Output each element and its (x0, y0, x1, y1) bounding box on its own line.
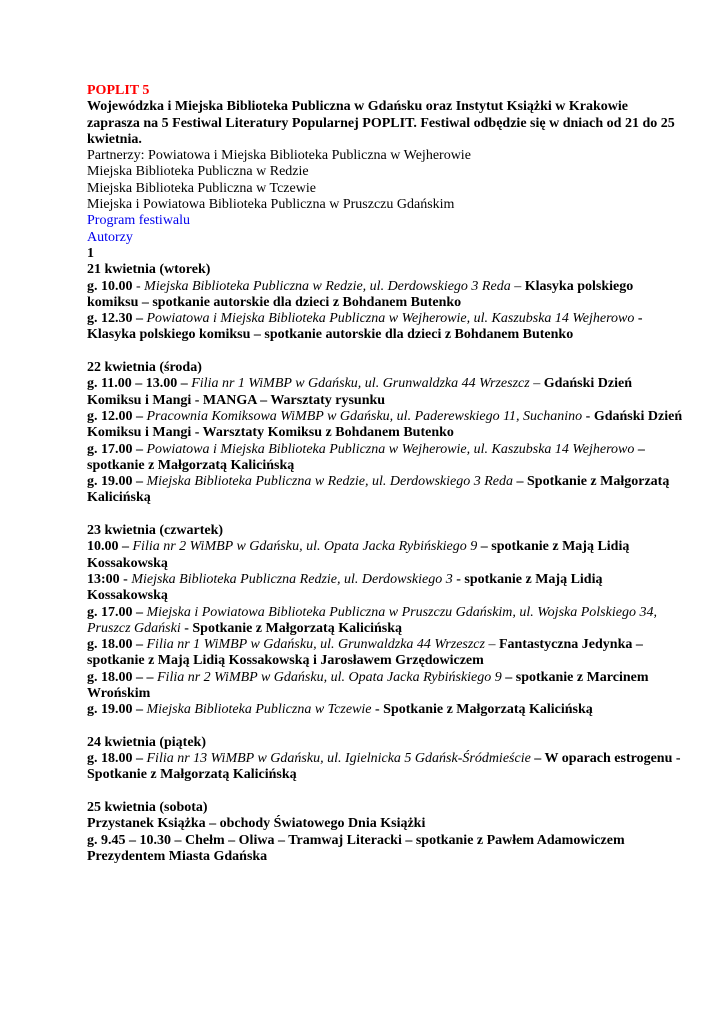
event-place: Filia nr 1 WiMBP w Gdańsku, ul. Grunwaldzka 44 Wrzeszcz – (187, 376, 541, 392)
event-place: Powiatowa i Miejska Biblioteka Publiczna w Wejherowie, ul. Kaszubska 14 Wejherowo (143, 441, 635, 457)
event-separator: – (510, 278, 525, 294)
event-entry (87, 539, 684, 572)
event-place: Filia nr 2 WiMBP w Gdańsku, ul. Opata Jacka Rybińskiego 9 (153, 669, 502, 685)
event-place: Miejska Biblioteka Publiczna w Redzie, ul. Derdowskiego 3 Reda (143, 474, 514, 490)
day-heading: 23 kwietnia (czwartek) (87, 523, 224, 539)
event-time: g. 18.00 – (87, 751, 143, 767)
event-title: Gdański Dzień Komiksu i Mangi - MANGA – Warsztaty rysunku (87, 376, 633, 408)
event-time: g. 11.00 – 13.00 – (87, 376, 188, 392)
event-time: g. 12.30 – (87, 311, 143, 327)
partners-line: Partnerzy: Powiatowa i Miejska Biblioteka Publiczna w Wejherowie (87, 148, 471, 164)
event-time: g. 19.00 – (87, 702, 143, 718)
event-time: g. 19.00 – (87, 474, 143, 490)
event-time: g. 18.00 – (87, 637, 143, 653)
event-place: Filia nr 1 WiMBP w Gdańsku, ul. Grunwaldzka 44 Wrzeszcz – (143, 637, 496, 653)
event-time: g. 18.00 – – (87, 669, 154, 685)
event-entry: Przystanek Książka – obchody Światowego Dnia Książki (87, 816, 426, 832)
event-title: - Spotkanie z Małgorzatą Kalicińską (371, 702, 593, 718)
event-time: g. 10.00 (87, 278, 133, 294)
event-entry (87, 637, 684, 670)
event-title: – Spotkanie z Małgorzatą Kalicińską (87, 474, 670, 506)
event-title: – spotkanie z Mają Lidią Kossakowską (87, 539, 630, 571)
event-place: Miejska Biblioteka Publiczna w Tczewie (143, 702, 372, 718)
event-title: Klasyka polskiego komiksu – spotkanie autorskie dla dzieci z Bohdanem Butenko (87, 278, 634, 310)
event-time: g. 12.00 – (87, 408, 143, 424)
event-entry (87, 751, 684, 784)
event-entry: g. 9.45 – 10.30 – Chełm – Oliwa – Tramwaj Literacki – spotkanie z Pawłem Adamowiczem Prezydentem Miasta Gdańska (87, 832, 625, 864)
event-place: Filia nr 2 WiMBP w Gdańsku, ul. Opata Jacka Rybińskiego 9 (129, 539, 478, 555)
event-time: g. 17.00 – (87, 604, 143, 620)
authors-link[interactable]: Autorzy (87, 229, 133, 245)
event-place: Pracownia Komiksowa WiMBP w Gdańsku, ul. Paderewskiego 11, Suchanino (143, 408, 583, 424)
event-entry (87, 409, 684, 442)
event-entry (87, 376, 684, 409)
event-place: Filia nr 13 WiMBP w Gdańsku, ul. Igielnicka 5 Gdańsk-Śródmieście (143, 751, 531, 767)
event-entry (87, 702, 684, 718)
event-place: Powiatowa i Miejska Biblioteka Publiczna w Wejherowie, ul. Kaszubska 14 Wejherowo (143, 311, 635, 327)
event-title: - spotkanie z Mają Lidią Kossakowską (87, 571, 603, 604)
event-title: - Spotkanie z Małgorzatą Kalicińską (180, 620, 403, 636)
event-place: Miejska Biblioteka Publiczna w Redzie, ul. Derdowskiego 3 Reda (144, 278, 511, 294)
day-heading: 25 kwietnia (sobota) (87, 800, 208, 816)
event-entry (87, 442, 684, 475)
partner-line: Miejska Biblioteka Publiczna w Redzie (87, 164, 309, 180)
event-entry (87, 670, 684, 703)
event-title: Fantastyczna Jedynka – spotkanie z Mają Lidią Kossakowską i Jarosławem Grzędowiczem (87, 637, 643, 669)
partner-line: Miejska i Powiatowa Biblioteka Publiczna w Pruszczu Gdańskim (87, 197, 455, 213)
event-title: - Gdański Dzień Komiksu i Mangi - Warsztaty Komiksu z Bohdanem Butenko (87, 408, 683, 441)
day-heading: 22 kwietnia (środa) (87, 360, 202, 376)
intro-paragraph: Wojewódzka i Miejska Biblioteka Publiczna w Gdańsku oraz Instytut Książki w Krakowie zaprasza na 5 Festiwal Literatury Popularnej POPLIT. Festiwal odbędzie się w dniach od 21 do 25 kwietnia. (87, 99, 675, 147)
event-title: – spotkanie z Marcinem Wrońskim (87, 669, 649, 701)
event-place: Miejska i Powiatowa Biblioteka Publiczna w Pruszczu Gdańskim, ul. Wojska Polskiego 34, Pruszcz Gdański (87, 604, 657, 636)
event-entry (87, 605, 684, 638)
event-entry (87, 474, 684, 507)
event-entry (87, 279, 684, 312)
partner-line: Miejska Biblioteka Publiczna w Tczewie (87, 180, 316, 196)
event-entry (87, 572, 684, 605)
event-title: - Klasyka polskiego komiksu – spotkanie autorskie dla dzieci z Bohdanem Butenko (87, 311, 643, 343)
event-time: 13:00 - (87, 571, 128, 587)
document-title: POPLIT 5 (87, 83, 150, 98)
event-title: – W oparach estrogenu - Spotkanie z Małgorzatą Kalicińską (87, 751, 681, 783)
day-heading: 21 kwietnia (wtorek) (87, 262, 211, 278)
day-heading: 24 kwietnia (piątek) (87, 734, 206, 750)
event-entry (87, 311, 684, 344)
event-separator: - (132, 278, 145, 294)
event-time: 10.00 – (87, 539, 129, 555)
program-link[interactable]: Program festiwalu (87, 213, 191, 229)
event-title: – spotkanie z Małgorzatą Kalicińską (87, 441, 645, 473)
page-number: 1 (87, 245, 94, 261)
event-time: g. 17.00 – (87, 441, 143, 457)
event-place: Miejska Biblioteka Publiczna Redzie, ul. Derdowskiego 3 (127, 571, 453, 587)
